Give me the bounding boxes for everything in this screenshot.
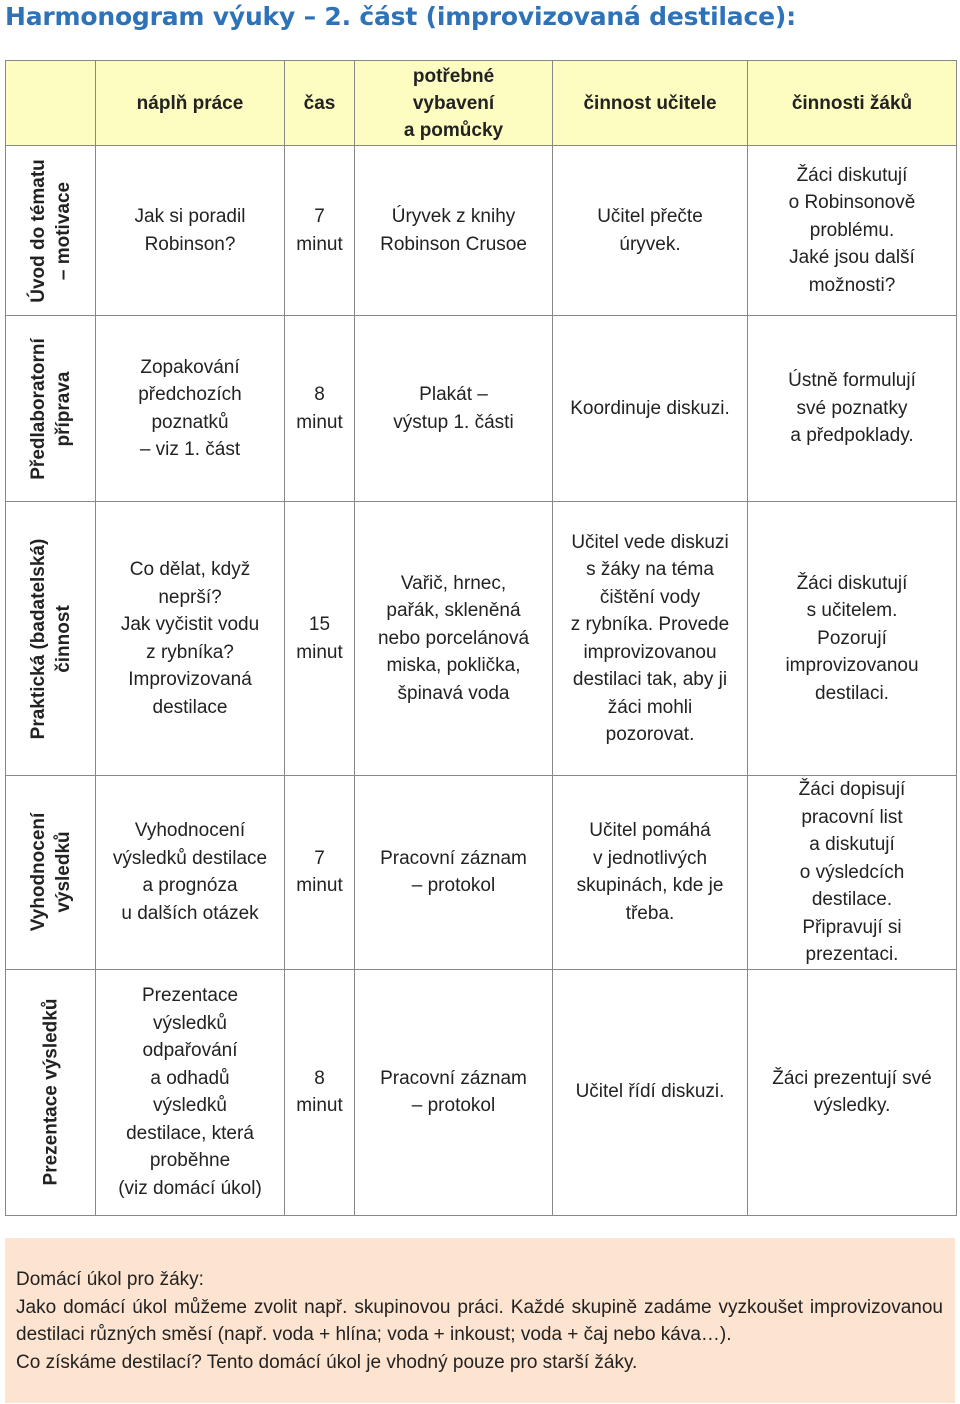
phase-label-line: – motivace	[52, 181, 74, 280]
cell-ucitel	[553, 316, 748, 502]
phase-label	[26, 538, 76, 739]
cell-line: prezentaci.	[805, 944, 899, 965]
cell-line: 7	[314, 847, 325, 869]
cell-vybaveni	[355, 316, 553, 502]
cell-line: výsledky.	[813, 1095, 891, 1116]
cell-ucitel	[553, 146, 748, 316]
phase-uvod-cell	[6, 146, 96, 316]
homework-box	[5, 1238, 955, 1403]
header-vybaveni-line: vybavení	[412, 92, 495, 114]
cell-line: – protokol	[411, 875, 496, 897]
header-vybaveni-line: a pomůcky	[403, 119, 504, 141]
cell-line: žáci mohli	[607, 696, 693, 718]
cell-cas	[285, 776, 355, 970]
phase-prezentace-cell	[6, 969, 96, 1215]
phase-label	[26, 813, 76, 932]
cell-line: a diskutují	[809, 834, 895, 855]
cell-zaci	[748, 969, 957, 1215]
cell-vybaveni	[355, 969, 553, 1215]
cell-cas	[285, 146, 355, 316]
phase-label	[26, 159, 76, 303]
cell-ucitel	[553, 969, 748, 1215]
cell-line: Učitel vede diskuzi	[571, 531, 729, 553]
cell-napln	[96, 776, 285, 970]
cell-line: Jak si poradil	[134, 206, 246, 227]
cell-line: předchozích	[138, 384, 242, 405]
cell-line: výsledků	[153, 1095, 227, 1116]
cell-line: odpařování	[142, 1040, 238, 1061]
cell-line: v jednotlivých	[592, 847, 708, 869]
phase-label-line: Vyhodnocení	[27, 812, 49, 932]
cell-line: Zopakování	[140, 356, 240, 378]
cell-zaci	[748, 776, 957, 970]
cell-cas	[285, 969, 355, 1215]
cell-line: Prezentace	[141, 985, 239, 1006]
cell-line: z rybníka. Provede	[570, 614, 730, 635]
cell-line: minut	[296, 1095, 343, 1116]
phase-label-line: Praktická (badatelská)	[27, 538, 49, 739]
cell-ucitel	[553, 776, 748, 970]
header-corner	[6, 61, 96, 146]
cell-line: a odhadů	[150, 1067, 230, 1089]
cell-line: pařák, skleněná	[386, 600, 521, 622]
phase-label-line: výsledků	[52, 831, 74, 913]
cell-line: třeba.	[625, 902, 675, 924]
cell-line: Co dělat, když	[129, 559, 251, 580]
phase-label	[26, 338, 76, 479]
cell-line: destilace	[152, 696, 228, 718]
cell-line: Improvizovaná	[128, 669, 252, 690]
cell-line: výstup 1. části	[393, 411, 514, 433]
cell-line: možnosti?	[808, 274, 896, 296]
cell-line: proběhne	[149, 1150, 231, 1171]
cell-zaci	[748, 146, 957, 316]
cell-line: miska, poklička,	[386, 655, 521, 677]
cell-line: s žáky na téma	[586, 559, 714, 580]
cell-line: Úryvek z knihy	[391, 206, 516, 227]
homework-body: Jako domácí úkol můžeme zvolit např. skupinovou práci. Každé skupině zadáme vyzkoušet improvizovanou destilaci různých směsí (např. voda + hlína; voda + inkoust; voda + čaj nebo káva…).	[16, 1296, 943, 1345]
phase-prakticka-cell	[6, 502, 96, 776]
cell-line: o Robinsonově	[788, 192, 916, 214]
cell-line: pozorovat.	[605, 724, 695, 745]
table-row	[6, 502, 957, 776]
phase-label-line: příprava	[52, 371, 74, 446]
header-ucitel: činnost učitele	[553, 61, 748, 146]
table-row	[6, 146, 957, 316]
cell-line: Žáci diskutují	[796, 164, 908, 186]
cell-line: 8	[314, 1067, 325, 1089]
cell-line: špinavá voda	[397, 682, 510, 704]
cell-zaci	[748, 316, 957, 502]
cell-line: Učitel přečte	[597, 206, 703, 227]
cell-line: minut	[296, 411, 343, 433]
cell-napln	[96, 316, 285, 502]
cell-line: a prognóza	[142, 875, 238, 897]
cell-zaci	[748, 502, 957, 776]
phase-predlaboratorni-cell	[6, 316, 96, 502]
homework-heading: Domácí úkol pro žáky:	[16, 1269, 204, 1290]
phase-label-line: Předlaboratorní	[27, 337, 49, 480]
cell-line: improvizovanou	[785, 655, 919, 677]
cell-cas	[285, 502, 355, 776]
table-header-row	[6, 61, 957, 146]
cell-line: destilace, která	[126, 1122, 254, 1144]
cell-line: skupinách, kde je	[576, 875, 724, 897]
cell-line: Vyhodnocení	[134, 820, 246, 842]
cell-line: destilaci tak, aby ji	[572, 669, 728, 690]
cell-line: minut	[296, 233, 343, 255]
cell-line: Koordinuje diskuzi.	[570, 397, 730, 419]
page-title: Harmonogram výuky – 2. část (improvizovaná destilace):	[5, 2, 796, 31]
cell-line: Jak vyčistit vodu	[120, 614, 260, 635]
cell-line: poznatků	[151, 411, 229, 433]
phase-label	[38, 999, 63, 1186]
cell-line: Ústně formulují	[788, 370, 916, 392]
header-napln: náplň práce	[96, 61, 285, 146]
cell-line: Robinson Crusoe	[380, 233, 527, 255]
cell-line: destilaci.	[815, 682, 889, 704]
cell-line: Žáci diskutují	[796, 572, 908, 594]
cell-vybaveni	[355, 146, 553, 316]
homework-last-line: Co získáme destilací? Tento domácí úkol je vhodný pouze pro starší žáky.	[16, 1351, 638, 1373]
cell-line: 15	[308, 614, 331, 635]
cell-line: minut	[296, 641, 343, 663]
phase-vyhodnoceni-cell	[6, 776, 96, 970]
cell-line: destilace.	[811, 889, 893, 910]
phase-label-line: činnost	[52, 604, 74, 673]
cell-line: 7	[314, 206, 325, 227]
cell-line: s učitelem.	[806, 600, 898, 622]
cell-line: výsledků destilace	[112, 847, 268, 869]
cell-line: Připravují si	[802, 916, 902, 938]
cell-line: improvizovanou	[583, 641, 717, 663]
header-vybaveni-line: potřebné	[412, 65, 495, 87]
cell-line: výsledků	[153, 1012, 227, 1034]
cell-line: nebo porcelánová	[377, 627, 530, 649]
cell-line: Žáci dopisují	[798, 779, 906, 800]
cell-line: Pracovní záznam	[380, 1067, 527, 1089]
header-zaci: činnosti žáků	[748, 61, 957, 146]
cell-line: (viz domácí úkol)	[118, 1177, 262, 1199]
cell-line: Robinson?	[144, 233, 236, 255]
phase-label-line: Úvod do tématu	[27, 158, 49, 303]
cell-line: úryvek.	[619, 233, 681, 255]
table-row	[6, 969, 957, 1215]
cell-line: neprší?	[158, 586, 222, 608]
table-row	[6, 316, 957, 502]
cell-line: Jaké jsou další	[789, 247, 915, 269]
cell-napln	[96, 969, 285, 1215]
cell-line: o výsledcích	[799, 861, 905, 883]
cell-napln	[96, 502, 285, 776]
cell-ucitel	[553, 502, 748, 776]
cell-line: 8	[314, 384, 325, 405]
cell-vybaveni	[355, 502, 553, 776]
cell-line: problému.	[809, 219, 895, 241]
cell-line: Vařič, hrnec,	[400, 572, 507, 594]
cell-line: – protokol	[411, 1095, 496, 1116]
phase-label-line: Prezentace výsledků	[40, 998, 61, 1186]
header-cas: čas	[285, 61, 355, 146]
cell-line: Pozorují	[817, 627, 887, 649]
cell-line: u dalších otázek	[121, 902, 259, 924]
cell-line: své poznatky	[796, 397, 908, 419]
cell-line: Učitel pomáhá	[589, 820, 711, 842]
schedule-table	[5, 60, 957, 1216]
cell-line: Žáci prezentují své	[772, 1067, 932, 1089]
table-row	[6, 776, 957, 970]
cell-vybaveni	[355, 776, 553, 970]
cell-line: Učitel řídí diskuzi.	[575, 1081, 725, 1103]
cell-line: – viz 1. část	[139, 439, 241, 460]
cell-line: a předpoklady.	[790, 425, 914, 447]
cell-line: z rybníka?	[146, 641, 234, 663]
cell-line: Plakát –	[419, 384, 488, 405]
cell-line: Pracovní záznam	[380, 847, 527, 869]
cell-line: čištění vody	[599, 586, 701, 608]
cell-line: minut	[296, 875, 343, 897]
header-vybaveni	[355, 61, 553, 146]
cell-line: pracovní list	[801, 806, 903, 828]
cell-napln	[96, 146, 285, 316]
cell-cas	[285, 316, 355, 502]
